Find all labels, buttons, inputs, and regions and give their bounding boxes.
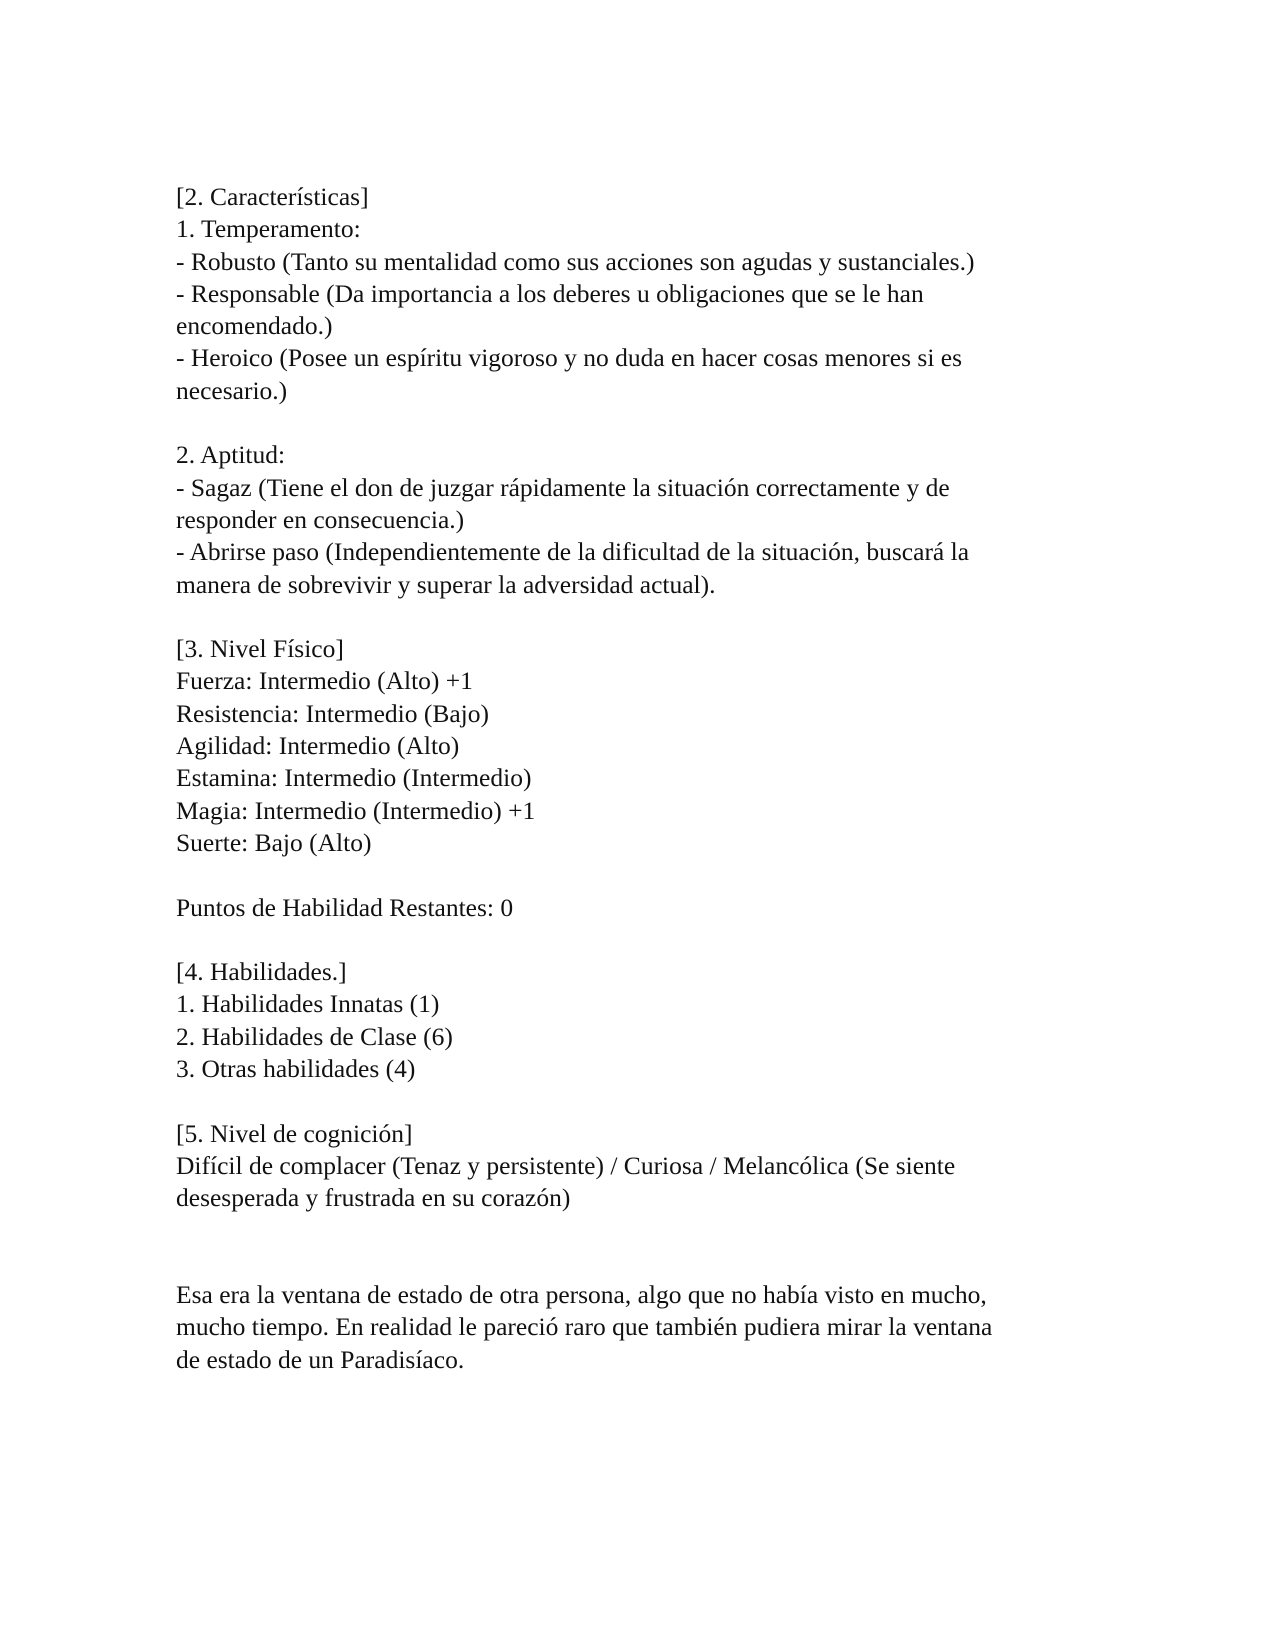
narrative-line: de estado de un Paradisíaco. — [176, 1344, 465, 1374]
temperament-item: - Robusto (Tanto su mentalidad como sus acciones son agudas y sustanciales.) — [176, 246, 975, 276]
remaining-skill-points: Puntos de Habilidad Restantes: 0 — [176, 892, 514, 922]
temperament-item: - Responsable (Da importancia a los deberes u obligaciones que se le han — [176, 278, 924, 308]
section-heading-cognition: [5. Nivel de cognición] — [176, 1118, 413, 1148]
aptitude-item: responder en consecuencia.) — [176, 504, 465, 534]
subheading-aptitude: 2. Aptitud: — [176, 440, 286, 470]
aptitude-item: manera de sobrevivir y superar la adversidad actual). — [176, 569, 716, 599]
aptitude-item: - Abrirse paso (Independientemente de la dificultad de la situación, buscará la — [176, 537, 970, 567]
blank-line — [176, 601, 1096, 633]
physical-stat: Magia: Intermedio (Intermedio) +1 — [176, 795, 536, 825]
blank-line — [176, 1085, 1096, 1117]
section-heading-skills: [4. Habilidades.] — [176, 957, 347, 987]
section-heading-characteristics: [2. Características] — [176, 182, 369, 211]
physical-stat: Suerte: Bajo (Alto) — [176, 827, 372, 857]
temperament-item: encomendado.) — [176, 311, 333, 341]
document-body — [176, 181, 1096, 1376]
physical-stat: Agilidad: Intermedio (Alto) — [176, 731, 460, 761]
physical-stat: Estamina: Intermedio (Intermedio) — [176, 763, 532, 793]
blank-line — [176, 924, 1096, 956]
temperament-item: - Heroico (Posee un espíritu vigoroso y no duda en hacer cosas menores si es — [176, 343, 963, 373]
skill-item: 3. Otras habilidades (4) — [176, 1054, 416, 1084]
cognition-line: desesperada y frustrada en su corazón) — [176, 1183, 571, 1213]
physical-stat: Resistencia: Intermedio (Bajo) — [176, 698, 489, 728]
narrative-line: mucho tiempo. En realidad le pareció raro que también pudiera mirar la ventana — [176, 1312, 993, 1342]
blank-line — [176, 407, 1096, 439]
skill-item: 1. Habilidades Innatas (1) — [176, 989, 440, 1019]
subheading-temperament: 1. Temperamento: — [176, 214, 361, 244]
skill-item: 2. Habilidades de Clase (6) — [176, 1021, 453, 1051]
cognition-line: Difícil de complacer (Tenaz y persistente) / Curiosa / Melancólica (Se siente — [176, 1150, 956, 1180]
blank-line — [176, 859, 1096, 891]
section-heading-physical: [3. Nivel Físico] — [176, 634, 344, 664]
physical-stat: Fuerza: Intermedio (Alto) +1 — [176, 666, 473, 696]
temperament-item: necesario.) — [176, 375, 288, 405]
blank-line — [176, 1215, 1096, 1280]
narrative-line: Esa era la ventana de estado de otra persona, algo que no había visto en mucho, — [176, 1280, 987, 1310]
aptitude-item: - Sagaz (Tiene el don de juzgar rápidamente la situación correctamente y de — [176, 472, 950, 502]
